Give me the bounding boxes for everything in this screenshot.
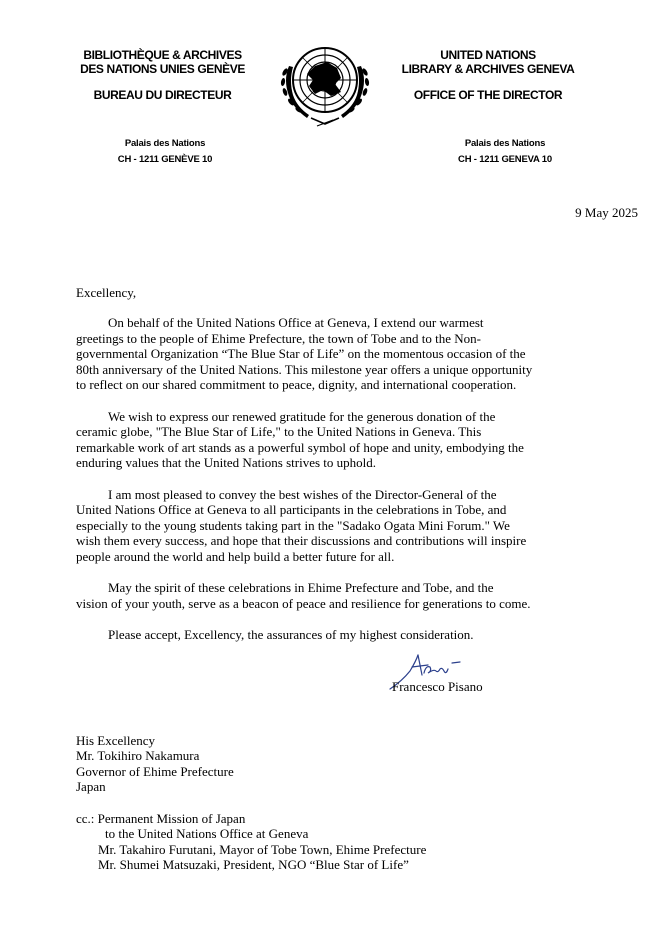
- letter-body: [76, 205, 638, 873]
- recipient-line: Governor of Ehime Prefecture: [76, 763, 234, 779]
- paragraph-line: vision of your youth, serve as a beacon of peace and resilience for generations to come.: [76, 595, 531, 611]
- paragraph-line: remarkable work of art stands as a powerful symbol of hope and unity, embodying the: [76, 439, 524, 455]
- recipient-address: [76, 733, 606, 795]
- paragraph-line: 80th anniversary of the United Nations. This milestone year offers a unique opportunity: [76, 361, 533, 377]
- paragraph-1: [76, 315, 606, 393]
- letterhead-right-title-line: UNITED NATIONS: [440, 48, 536, 62]
- cc-continuation: to the United Nations Office at Geneva: [105, 826, 309, 841]
- address-line: CH - 1211 GENÈVE 10: [117, 154, 213, 165]
- letterhead-left-office: BUREAU DU DIRECTEUR: [93, 88, 232, 102]
- cc-first-line: [76, 811, 606, 827]
- paragraph-line: enduring values that the United Nations strives to uphold.: [76, 455, 377, 470]
- recipient-line: His Excellency: [76, 732, 156, 748]
- letterhead-left-title-line: DES NATIONS UNIES GENÈVE: [80, 62, 245, 76]
- letterhead-right-address: [410, 136, 600, 168]
- paragraph-closing: [76, 627, 606, 643]
- letter-date: 9 May 2025: [575, 205, 638, 220]
- address-line: Palais des Nations: [464, 138, 546, 149]
- paragraph-line: wish them every success, and hope that their discussions and contributions will inspire: [76, 533, 527, 548]
- letterhead-right-title-line: LIBRARY & ARCHIVES GENEVA: [401, 62, 575, 76]
- paragraph-line: I am most pleased to convey the best wishes of the Director-General of the: [108, 486, 497, 502]
- cc-list: [76, 811, 606, 873]
- address-line: Palais des Nations: [124, 138, 206, 149]
- recipient-line: Japan: [76, 779, 106, 794]
- paragraph-line: governmental Organization “The Blue Star of Life” on the momentous occasion of the: [76, 346, 526, 361]
- address-line: CH - 1211 GENEVA 10: [458, 154, 552, 165]
- paragraph-line: Please accept, Excellency, the assurances of my highest consideration.: [108, 627, 474, 642]
- letterhead-right: [378, 48, 598, 102]
- signature-block: [76, 651, 606, 699]
- letterhead-right-office: OFFICE OF THE DIRECTOR: [413, 88, 563, 102]
- cc-entry: Mr. Shumei Matsuzaki, President, NGO “Blue Star of Life”: [98, 857, 409, 872]
- cc-label: cc.:: [76, 810, 95, 826]
- paragraph-line: We wish to express our renewed gratitude for the generous donation of the: [108, 408, 496, 424]
- cc-entry: Mr. Takahiro Furutani, Mayor of Tobe Town, Ehime Prefecture: [98, 841, 427, 857]
- paragraph-4: [76, 580, 606, 611]
- salutation: Excellency,: [76, 284, 137, 300]
- paragraph-line: United Nations Office at Geneva to all participants in the celebrations in Tobe, and: [76, 502, 507, 517]
- signer-name: Francesco Pisano: [392, 678, 483, 694]
- paragraph-line: On behalf of the United Nations Office at Geneva, I extend our warmest: [108, 315, 484, 330]
- paragraph-line: to reflect on our shared commitment to peace, dignity, and international cooperation.: [76, 377, 517, 392]
- letterhead-left: [55, 48, 270, 102]
- paragraph-line: greetings to the people of Ehime Prefecture, the town of Tobe and to the Non-: [76, 330, 481, 346]
- paragraph-3: [76, 487, 606, 565]
- paragraph-line: people around the world and help build a better future for all.: [76, 548, 395, 564]
- un-emblem-icon: [271, 36, 379, 132]
- paragraph-2: [76, 409, 606, 471]
- paragraph-line: especially to the young students taking part in the "Sadako Ogata Mini Forum." We: [76, 517, 510, 533]
- paragraph-line: May the spirit of these celebrations in Ehime Prefecture and Tobe, and the: [108, 580, 494, 595]
- cc-entry: Permanent Mission of Japan: [97, 810, 246, 826]
- letterhead-left-address: [70, 136, 260, 168]
- paragraph-line: ceramic globe, "The Blue Star of Life," to the United Nations in Geneva. This: [76, 424, 482, 439]
- recipient-line: Mr. Tokihiro Nakamura: [76, 748, 200, 763]
- letterhead-left-title-line: BIBLIOTHÈQUE & ARCHIVES: [83, 48, 242, 62]
